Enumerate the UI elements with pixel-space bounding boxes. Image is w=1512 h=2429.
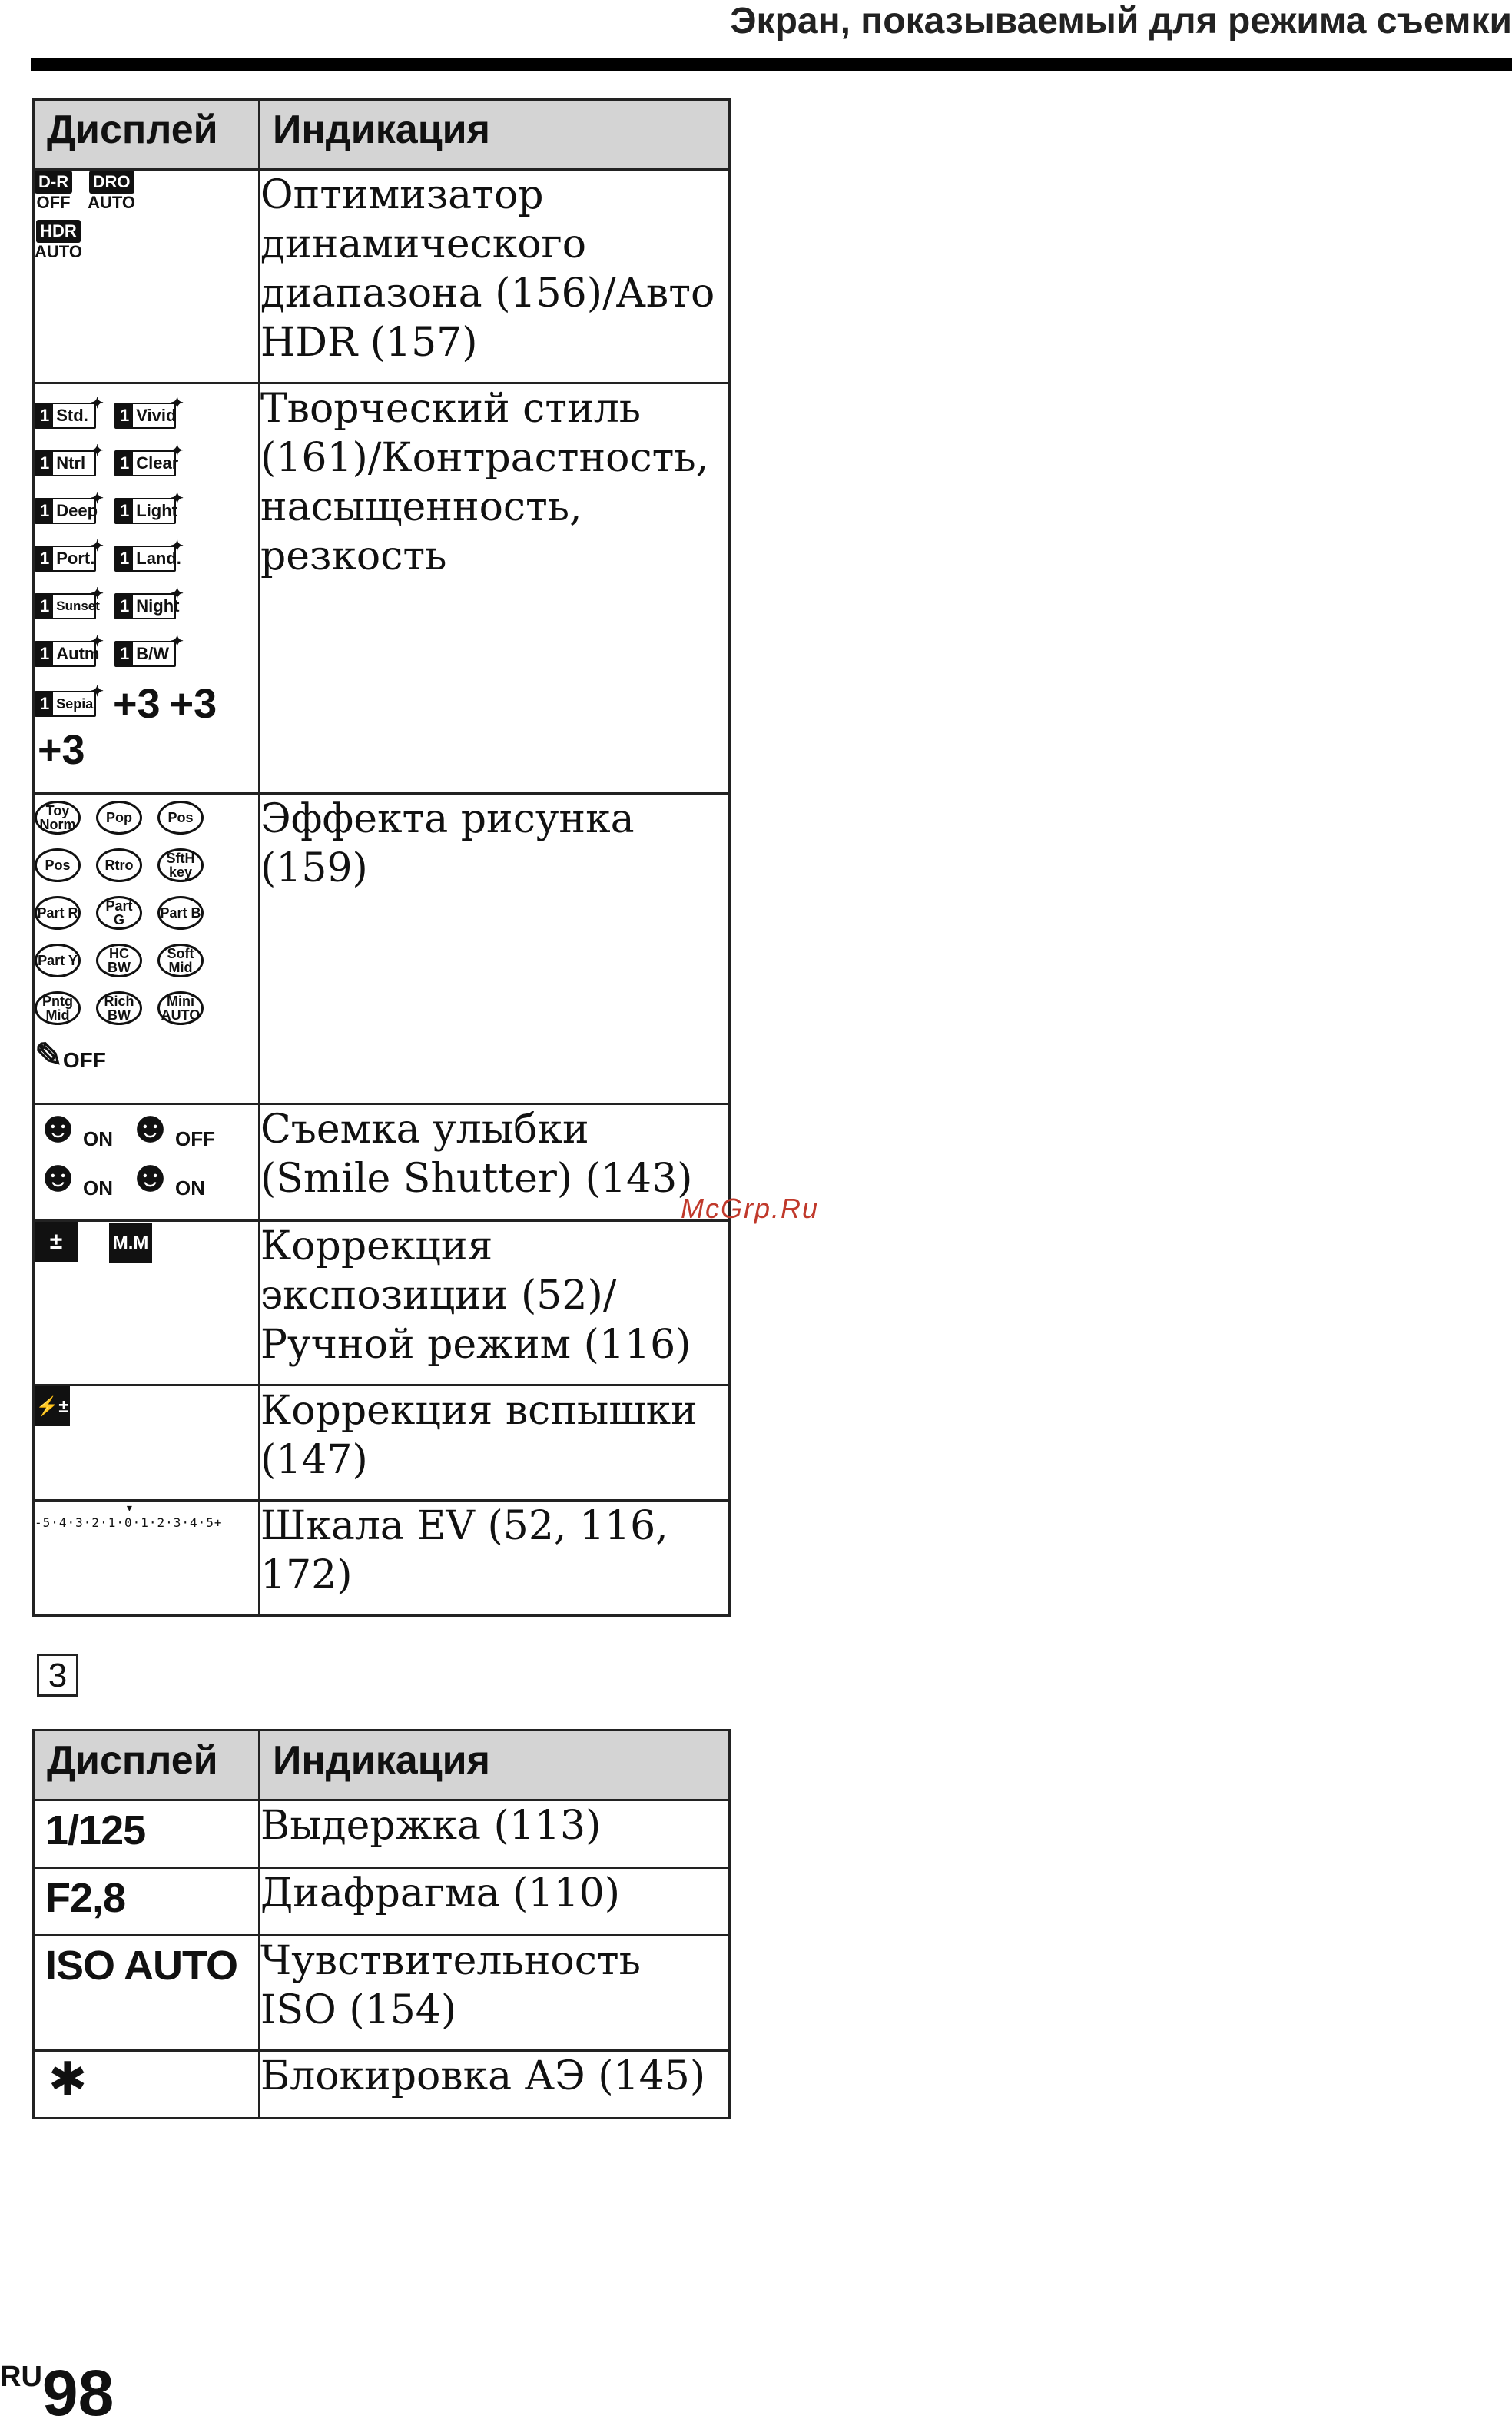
indication-cell: Оптимизатор динамического диапазона (156)/Авто HDR (157) — [260, 170, 730, 383]
indication-cell: Чувствительность ISO (154) — [260, 1936, 730, 2051]
hdr-auto-icon: HDR AUTO — [35, 221, 82, 261]
partial-color-yellow-icon: Part Y — [35, 944, 81, 977]
contrast-value: +3 — [113, 681, 161, 727]
display-cell — [34, 1800, 260, 1868]
table-row — [34, 1501, 730, 1616]
high-contrast-mono-icon: HC BW — [96, 944, 142, 977]
iso-value: ISO AUTO — [45, 1943, 238, 1989]
dro-auto-icon: DRO AUTO — [88, 172, 136, 212]
table-row — [34, 1221, 730, 1385]
soft-high-key-icon: SftH key — [158, 848, 204, 882]
col-display-header: Дисплей — [34, 1730, 260, 1800]
picture-effect-off-icon: ✎ OFF — [35, 1037, 106, 1074]
watermark: McGrp.Ru — [681, 1193, 820, 1224]
retro-photo-icon: Rtro — [96, 848, 142, 882]
table-header-row — [34, 100, 730, 170]
posterization-color-icon: Pos — [158, 801, 204, 835]
indication-cell: Блокировка АЭ (145) — [260, 2051, 730, 2119]
table-row — [34, 170, 730, 383]
table-header-row — [34, 1730, 730, 1800]
style-vivid-icon: 1 Vivid ✦ — [114, 403, 176, 429]
style-bw-icon: 1 B/W ✦ — [114, 641, 176, 667]
display-cell — [34, 170, 260, 383]
saturation-value: +3 — [169, 681, 217, 727]
col-display-header: Дисплей — [34, 100, 260, 170]
style-landscape-icon: 1 Land. ✦ — [114, 546, 176, 572]
partial-color-green-icon: Part G — [96, 896, 142, 930]
style-autumn-icon: 1 Autm ✦ — [35, 641, 96, 667]
style-light-icon: 1 Light ✦ — [114, 498, 176, 524]
col-indication-header: Индикация — [260, 1730, 730, 1800]
miniature-icon: Mini AUTO — [158, 991, 204, 1025]
dro-off-icon: D-R OFF — [35, 171, 72, 212]
partial-color-blue-icon: Part B — [158, 896, 204, 930]
table-row — [34, 1800, 730, 1868]
display-cell — [34, 1868, 260, 1936]
display-cell — [34, 1936, 260, 2051]
display-cell — [34, 1104, 260, 1221]
toy-camera-icon: Toy Norm — [35, 801, 81, 835]
style-night-icon: 1 Night ✦ — [114, 593, 176, 619]
posterization-bw-icon: Pos — [35, 848, 81, 882]
style-deep-icon: 1 Deep ✦ — [35, 498, 96, 524]
exposure-compensation-icon: ± — [35, 1222, 78, 1262]
language-code: RU — [0, 2361, 42, 2393]
style-sunset-icon: 1 Sunset ✦ — [35, 593, 96, 619]
style-portrait-icon: 1 Port. ✦ — [35, 546, 96, 572]
page-footer — [0, 2357, 114, 2429]
shutter-speed-value: 1/125 — [45, 1807, 146, 1853]
indicator-table-2 — [32, 1729, 731, 2119]
pop-color-icon: Pop — [96, 801, 142, 835]
smile-shutter-on-icon: ☻ ON — [35, 1102, 114, 1152]
indicator-table-1 — [32, 98, 731, 1617]
page-number: 98 — [41, 2357, 114, 2429]
sharpness-value: +3 — [38, 727, 85, 773]
table-row — [34, 1104, 730, 1221]
display-cell — [34, 1501, 260, 1616]
partial-color-red-icon: Part R — [35, 896, 81, 930]
ae-lock-icon: ✱ — [48, 2052, 88, 2106]
display-cell — [34, 2051, 260, 2119]
display-cell — [34, 383, 260, 794]
smile-big-icon: ☻ ON — [127, 1151, 206, 1201]
indication-cell: Выдержка (113) — [260, 1800, 730, 1868]
table-row — [34, 1936, 730, 2051]
indication-cell: Эффекта рисунка (159) — [260, 794, 730, 1104]
indication-cell: Диафрагма (110) — [260, 1868, 730, 1936]
indication-cell: Творческий стиль (161)/Контрастность, насыщенность, резкость — [260, 383, 730, 794]
style-clear-icon: 1 Clear ✦ — [114, 450, 176, 476]
header-rule — [31, 58, 1512, 71]
display-cell — [34, 1385, 260, 1501]
table-row — [34, 794, 730, 1104]
style-neutral-icon: 1 Ntrl ✦ — [35, 450, 96, 476]
smile-shutter-off-icon: ☻ OFF — [127, 1102, 216, 1152]
style-sepia-icon: 1 Sepia ✦ — [35, 691, 96, 717]
indication-cell: Съемка улыбки (Smile Shutter) (143) — [260, 1104, 730, 1221]
manual-metering-icon: M.M — [109, 1223, 152, 1263]
aperture-value: F2,8 — [45, 1875, 126, 1921]
rich-tone-mono-icon: Rich BW — [96, 991, 142, 1025]
col-indication-header: Индикация — [260, 100, 730, 170]
indication-cell: Шкала EV (52, 116, 172) — [260, 1501, 730, 1616]
table-row — [34, 1385, 730, 1501]
page-header-title: Экран, показываемый для режима съемки — [730, 1, 1512, 41]
hdr-painting-icon: Pntg Mid — [35, 991, 81, 1025]
indication-cell: Коррекция вспышки (147) — [260, 1385, 730, 1501]
table-row — [34, 2051, 730, 2119]
style-standard-icon: 1 Std. ✦ — [35, 403, 96, 429]
flash-compensation-icon: ⚡± — [35, 1386, 70, 1426]
smile-normal-icon: ☻ ON — [35, 1151, 114, 1201]
table-row — [34, 1868, 730, 1936]
display-cell — [34, 794, 260, 1104]
ev-scale-icon: ▾ -5·4·3·2·1·0·1·2·3·4·5+ — [35, 1500, 223, 1530]
section-number: 3 — [37, 1654, 78, 1697]
display-cell — [34, 1221, 260, 1385]
indication-cell: Коррекция экспозиции (52)/ Ручной режим (116) — [260, 1221, 730, 1385]
table-row — [34, 383, 730, 794]
soft-focus-icon: Soft Mid — [158, 944, 204, 977]
